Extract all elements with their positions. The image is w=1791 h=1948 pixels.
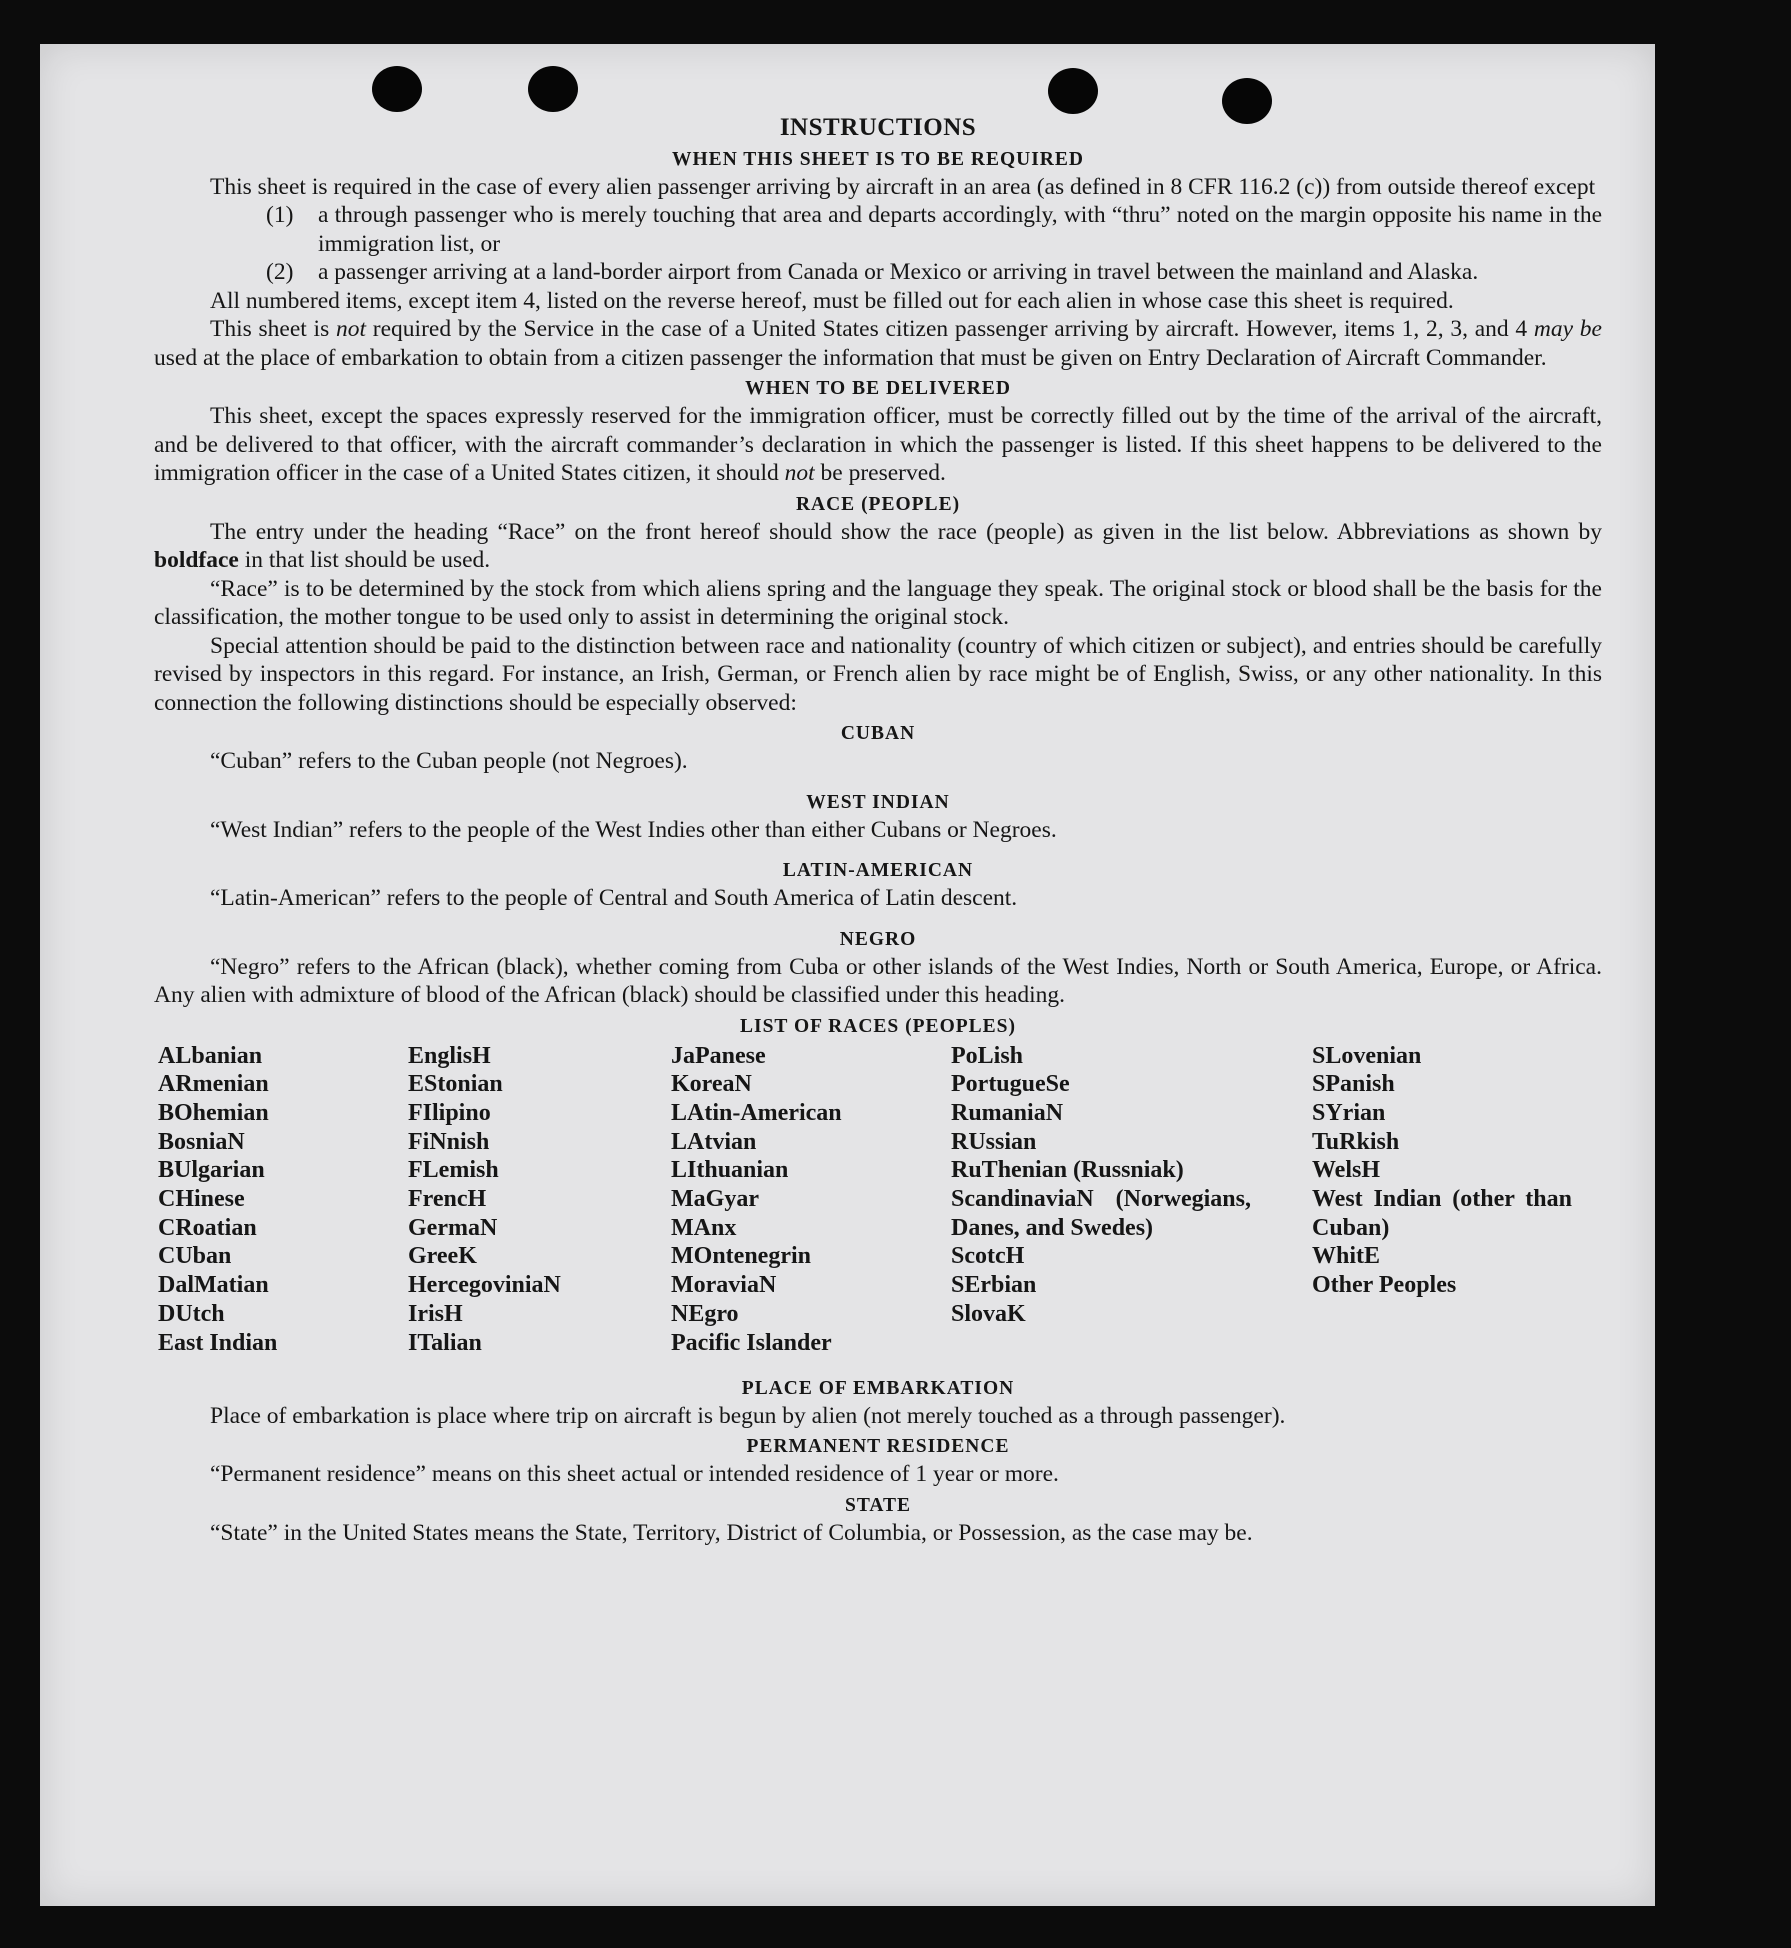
race-entry: MoraviaN: [671, 1272, 777, 1299]
paragraph: “Race” is to be determined by the stock from which aliens spring and the language they speak. The original stock or blood shall be the basis for the classification, the mother tongue to be used only to assist in determining the original stock.: [154, 575, 1602, 630]
heading-cuban: CUBAN: [840, 723, 916, 744]
heading-negro: NEGRO: [839, 928, 917, 950]
race-entry: JaPanese: [671, 1042, 766, 1069]
race-entry: DUtch: [158, 1300, 225, 1327]
race-entry: FLemish: [408, 1157, 499, 1184]
instructions-body: [154, 114, 1602, 1547]
race-column-5: [1312, 1042, 1572, 1300]
paragraph: “Latin-American” refers to the people of Central and South America of Latin descent.: [210, 885, 1018, 911]
punch-hole: [528, 66, 578, 112]
paragraph: Special attention should be paid to the distinction between race and nationality (country of which citizen or subject), and entries should be carefully revised by inspectors in this regard. For instance, an Irish, German, or French alien by race might be of English, Swiss, or any other nationality. In this connection the following distinctions should be especially observed:: [154, 632, 1602, 716]
race-entry: ScandinaviaN (Norwegians, Danes, and Swedes): [951, 1186, 1251, 1241]
race-entry: PortugueSe: [951, 1071, 1070, 1098]
paragraph: “West Indian” refers to the people of the West Indies other than either Cubans or Negroes.: [210, 816, 1057, 843]
race-entry: SYrian: [1312, 1099, 1386, 1126]
race-entry: MAnx: [671, 1214, 737, 1241]
race-column-1: [158, 1042, 277, 1358]
race-entry: West Indian (other than Cuban): [1312, 1186, 1572, 1241]
paragraph: “State” in the United States means the State, Territory, District of Columbia, or Possession, as the case may be.: [210, 1519, 1253, 1546]
race-entry: NEgro: [671, 1300, 739, 1327]
race-entry: CUban: [158, 1243, 232, 1270]
item-text: a through passenger who is merely touching that area and departs accordingly, with “thru” noted on the margin opposite his name in the immigration list, or: [318, 202, 1602, 257]
race-entry: BUlgarian: [158, 1157, 265, 1184]
race-column-2: [408, 1042, 561, 1358]
race-entry: FiNnish: [408, 1128, 490, 1155]
item-number: (2): [266, 259, 294, 285]
race-entry: MOntenegrin: [671, 1243, 811, 1270]
race-entry: EnglisH: [408, 1042, 491, 1069]
race-entry: DalMatian: [158, 1272, 269, 1299]
race-entry: CRoatian: [158, 1214, 257, 1241]
list-item: [266, 201, 1602, 258]
paragraph: “Negro” refers to the African (black), whether coming from Cuba or other islands of the West Indies, North or South America, Europe, or Africa. Any alien with admixture of blood of the African (black) should be classified under this heading.: [154, 953, 1602, 1008]
punch-hole: [1048, 68, 1098, 114]
race-entry: CHinese: [158, 1186, 245, 1213]
race-list: [154, 1042, 1602, 1372]
heading-race: RACE (PEOPLE): [795, 493, 961, 515]
heading-west-indian: WEST INDIAN: [806, 791, 950, 813]
race-entry: SlovaK: [951, 1300, 1026, 1327]
race-entry: GermaN: [408, 1214, 498, 1241]
paragraph: “Permanent residence” means on this sheet actual or intended residence of 1 year or more.: [210, 1461, 1059, 1487]
race-entry: BOhemian: [158, 1099, 269, 1126]
race-entry: LIthuanian: [671, 1157, 789, 1184]
race-entry: WhitE: [1312, 1243, 1381, 1270]
paragraph: The entry under the heading “Race” on the front hereof should show the race (people) as given in the list below. Abbreviations as shown by boldface in that list should be used.: [154, 518, 1602, 573]
race-entry: RumaniaN: [951, 1099, 1064, 1126]
paragraph: This sheet is required in the case of every alien passenger arriving by aircraft in an area (as defined in 8 CFR 116.2 (c)) from outside thereof except: [210, 173, 1596, 200]
race-entry: KoreaN: [671, 1071, 752, 1098]
race-entry: PoLish: [951, 1042, 1024, 1069]
page-title: INSTRUCTIONS: [779, 114, 977, 141]
race-entry: RuThenian (Russniak): [951, 1157, 1184, 1184]
paragraph: “Cuban” refers to the Cuban people (not Negroes).: [210, 748, 688, 774]
paragraph: This sheet is not required by the Service in the case of a United States citizen passenger arriving by aircraft. However, items 1, 2, 3, and 4 may be used at the place of embarkation to obtain from a citizen passenger the information that must be given on Entry Declaration of Aircraft Commander.: [154, 316, 1602, 371]
race-column-3: [671, 1042, 842, 1358]
race-entry: ScotcH: [951, 1243, 1025, 1270]
race-entry: East Indian: [158, 1329, 278, 1356]
item-number: (1): [266, 202, 294, 228]
heading-list-of-races: LIST OF RACES (PEOPLES): [739, 1015, 1016, 1037]
paragraph: Place of embarkation is place where trip on aircraft is begun by alien (not merely touched as a through passenger).: [210, 1402, 1286, 1429]
race-column-4: [951, 1042, 1251, 1329]
heading-when-delivered: WHEN TO BE DELIVERED: [745, 378, 1011, 399]
heading-state: STATE: [844, 1494, 912, 1516]
race-entry: LAtin-American: [671, 1099, 842, 1126]
race-entry: TuRkish: [1312, 1128, 1400, 1155]
punch-hole: [372, 66, 422, 112]
heading-when-required: WHEN THIS SHEET IS TO BE REQUIRED: [672, 148, 1084, 170]
list-item: [266, 258, 1602, 287]
heading-latin-american: LATIN-AMERICAN: [782, 860, 974, 881]
race-entry: FIlipino: [408, 1099, 491, 1126]
race-entry: GreeK: [408, 1243, 477, 1270]
race-entry: ITalian: [408, 1329, 482, 1356]
race-entry: BosniaN: [158, 1128, 245, 1155]
heading-permanent-residence: PERMANENT RESIDENCE: [746, 1436, 1010, 1457]
race-entry: ARmenian: [158, 1071, 269, 1098]
race-entry: ALbanian: [158, 1042, 263, 1069]
race-entry: IrisH: [408, 1300, 463, 1327]
heading-place-of-embarkation: PLACE OF EMBARKATION: [741, 1377, 1015, 1399]
paragraph: All numbered items, except item 4, listed on the reverse hereof, must be filled out for each alien in whose case this sheet is required.: [210, 287, 1454, 314]
item-text: a passenger arriving at a land-border airport from Canada or Mexico or arriving in travel between the mainland and Alaska.: [318, 259, 1479, 285]
race-entry: WelsH: [1312, 1157, 1381, 1184]
race-entry: SLovenian: [1312, 1042, 1422, 1069]
document-sheet: [40, 44, 1655, 1906]
race-entry: RUssian: [951, 1128, 1037, 1155]
race-entry: LAtvian: [671, 1128, 757, 1155]
race-entry: EStonian: [408, 1071, 503, 1098]
race-entry: SPanish: [1312, 1071, 1395, 1098]
race-entry: Other Peoples: [1312, 1272, 1457, 1299]
race-entry: FrencH: [408, 1186, 487, 1213]
race-entry: MaGyar: [671, 1186, 759, 1213]
paragraph: This sheet, except the spaces expressly reserved for the immigration officer, must be correctly filled out by the time of the arrival of the aircraft, and be delivered to that officer, with the aircraft commander’s declaration in which the passenger is listed. If this sheet happens to be delivered to the immigration officer in the case of a United States citizen, it should not be preserved.: [154, 403, 1602, 486]
race-entry: Pacific Islander: [671, 1329, 832, 1356]
race-entry: HercegoviniaN: [408, 1272, 561, 1299]
race-entry: SErbian: [951, 1272, 1037, 1299]
